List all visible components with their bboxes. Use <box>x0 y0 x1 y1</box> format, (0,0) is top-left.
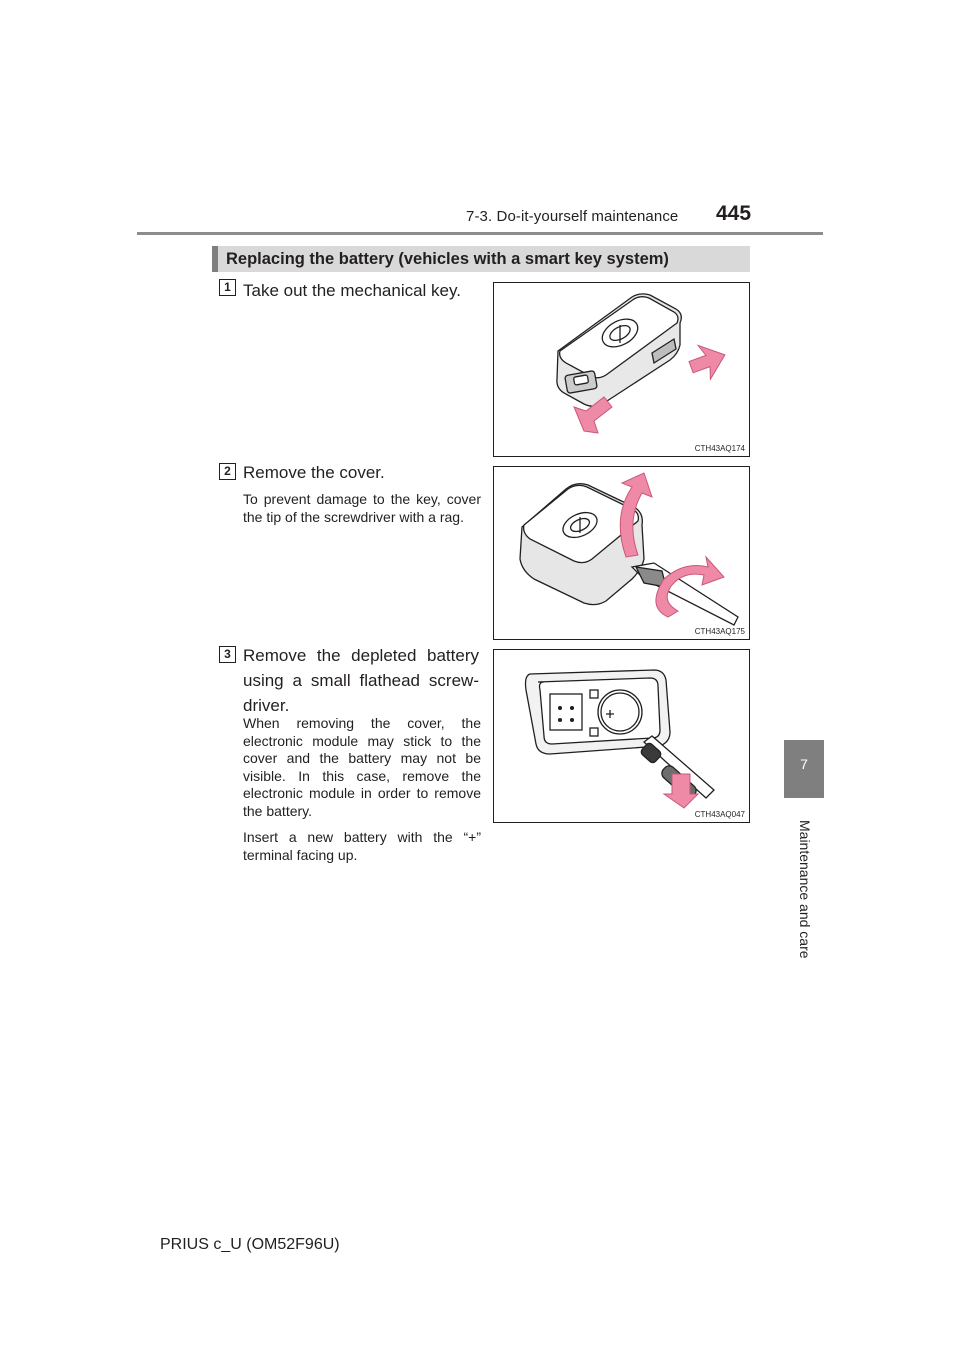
figure-remove-mechanical-key <box>493 282 750 457</box>
step-title-1: Take out the mechanical key. <box>243 281 461 300</box>
step-number-1: 1 <box>219 279 236 296</box>
step-body-2: To prevent damage to the key, cover the tip of the screwdriver with a rag. <box>243 491 481 525</box>
step-number-2: 2 <box>219 463 236 480</box>
step-title-2: Remove the cover. <box>243 463 385 482</box>
step-body-3b: Insert a new battery with the “+” terminal facing up. <box>243 829 481 863</box>
footer-model-code: PRIUS c_U (OM52F96U) <box>160 1236 340 1253</box>
page-number: 445 <box>716 202 752 225</box>
push-arrow-icon <box>685 338 731 384</box>
figure-remove-battery <box>493 649 750 823</box>
figure-code-3: CTH43AQ047 <box>694 810 745 819</box>
step-number-3: 3 <box>219 646 236 663</box>
battery-removal-illustration <box>494 650 749 822</box>
figure-code-1: CTH43AQ174 <box>694 444 745 453</box>
step-title-3: Remove the depleted battery using a small flathead screw-driver. <box>243 646 479 715</box>
section-heading: Replacing the battery (vehicles with a smart key system) <box>226 250 669 268</box>
header-rule <box>137 232 823 235</box>
figure-remove-cover <box>493 466 750 640</box>
chapter-label: Maintenance and care <box>797 820 813 959</box>
running-header-section: 7-3. Do-it-yourself maintenance <box>466 208 679 225</box>
chapter-number: 7 <box>800 756 808 772</box>
key-fob-illustration <box>494 283 749 456</box>
step-body-3a: When removing the cover, the electronic module may stick to the cover and the battery may not be visible. In this case, remove the electronic module in order to remove the battery. <box>243 715 481 819</box>
cover-removal-illustration <box>494 467 749 639</box>
figure-code-2: CTH43AQ175 <box>694 627 745 636</box>
